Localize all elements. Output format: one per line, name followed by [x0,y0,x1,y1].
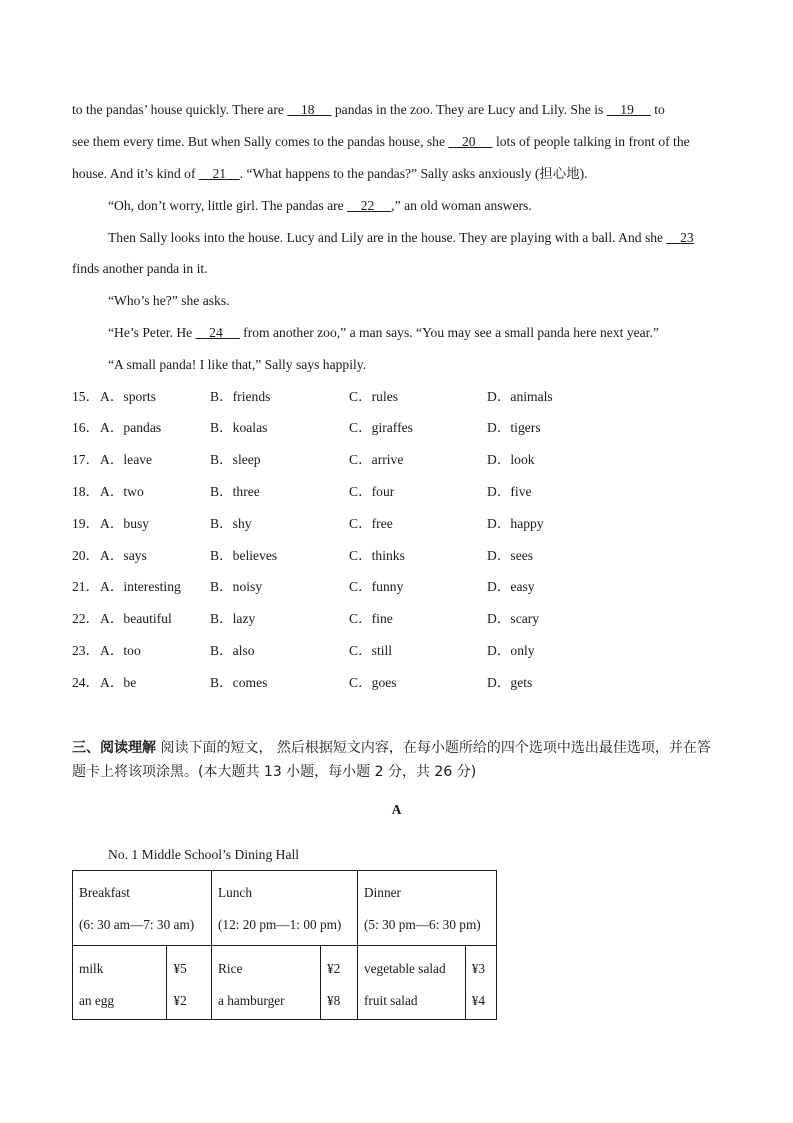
passage-text: ). [579,166,588,181]
option-c[interactable]: C．fine [349,611,393,626]
price: ¥4 [471,993,486,1008]
option-d[interactable]: D．tigers [487,420,541,435]
menu-item: vegetable salad [364,961,446,976]
question-number: 24． [72,675,100,690]
option-a[interactable]: A．beautiful [100,611,172,626]
option-b[interactable]: B．noisy [210,579,263,594]
option-a[interactable]: A．two [100,484,144,499]
question-row [72,388,672,406]
question-row [72,451,672,469]
question-number: 20． [72,548,100,563]
option-b[interactable]: B．sleep [210,452,261,467]
option-b[interactable]: B．comes [210,675,268,690]
question-number: 17． [72,452,100,467]
breakfast-prices [167,946,212,1020]
meal-name: Dinner [364,885,401,900]
blank-19: 19 [606,102,651,117]
lunch-items [212,946,321,1020]
option-c[interactable]: C．four [349,484,395,499]
menu-item: a hamburger [218,993,285,1008]
question-row [72,674,672,692]
option-a[interactable]: A．be [100,675,137,690]
instruction-text: 题卡上将该项涂黑。(本大题共 13 小题，每小题 2 分，共 26 分) [72,764,477,780]
option-d[interactable]: D．gets [487,675,533,690]
question-row [72,547,672,565]
option-b[interactable]: B．believes [210,548,278,563]
question-number: 23． [72,643,100,658]
option-a[interactable]: A．leave [100,452,153,467]
passage-line [72,133,690,151]
option-a[interactable]: A．interesting [100,579,181,594]
option-c[interactable]: C．rules [349,389,399,404]
passage-text: “A small panda! I like that,” Sally says happily. [108,357,367,372]
question-number: 19． [72,516,100,531]
section-instruction [72,739,711,757]
passage-text: . “What happens to the pandas?” Sally asks anxiously ( [239,166,540,181]
passage-text: from another zoo,” a man says. “You may see a small panda here next year.” [239,325,659,340]
meal-time: (6: 30 am—7: 30 am) [79,917,195,932]
lunch-prices [321,946,358,1020]
option-c[interactable]: C．thinks [349,548,405,563]
question-number: 16． [72,420,100,435]
table-row [73,946,497,1020]
passage-text: “He’s Peter. He [108,325,196,340]
instruction-text: 阅读下面的短文， 然后根据短文内容，在每小题所给的四个选项中选出最佳选项，并在答 [160,740,711,756]
blank-21: 21 [198,166,240,181]
question-number: 18． [72,484,100,499]
passage-text: to the pandas’ house quickly. There are [72,102,288,117]
question-row [72,642,672,660]
option-a[interactable]: A．says [100,548,147,563]
passage-text: “Oh, don’t worry, little girl. The pandas are [108,198,348,213]
option-c[interactable]: C．giraffes [349,420,413,435]
passage-line [108,197,532,215]
question-number: 21． [72,579,100,594]
passage-text: “Who’s he?” she asks. [108,293,230,308]
dinner-prices [465,946,496,1020]
question-row [72,610,672,628]
price: ¥8 [327,993,341,1008]
question-row [72,578,672,596]
option-a[interactable]: A．too [100,643,141,658]
meal-name: Breakfast [79,885,130,900]
price: ¥2 [327,961,341,976]
lunch-header [212,871,358,946]
table-header-row [73,871,497,946]
section-title: 三、阅读理解 [72,740,156,756]
menu-item: an egg [79,993,115,1008]
passage-text: lots of people talking in front of the [492,134,690,149]
option-b[interactable]: B．three [210,484,260,499]
part-label: A [391,802,402,817]
option-c[interactable]: C．funny [349,579,404,594]
blank-20: 20 [448,134,493,149]
option-d[interactable]: D．animals [487,389,553,404]
passage-line [72,260,208,278]
dining-hall-table [72,870,497,1020]
passage-line [72,165,588,184]
option-c[interactable]: C．free [349,516,393,531]
option-a[interactable]: A．sports [100,389,156,404]
option-d[interactable]: D．sees [487,548,534,563]
table-caption: No. 1 Middle School’s Dining Hall [108,847,300,862]
passage-text: house. And it’s kind of [72,166,199,181]
passage-text: to [650,102,665,117]
option-c[interactable]: C．goes [349,675,397,690]
meal-name: Lunch [218,885,252,900]
question-row [72,515,672,533]
blank-23: 23 [666,230,694,245]
question-row [72,483,672,501]
blank-18: 18 [287,102,332,117]
passage-line [108,356,366,374]
menu-item: fruit salad [364,993,418,1008]
meal-time: (5: 30 pm—6: 30 pm) [364,917,481,932]
passage-line [72,101,665,119]
section-instruction [72,763,476,781]
menu-item: Rice [218,961,243,976]
question-number: 22． [72,611,100,626]
breakfast-items [73,946,167,1020]
option-a[interactable]: A．pandas [100,420,162,435]
option-b[interactable]: B．lazy [210,611,256,626]
option-a[interactable]: A．busy [100,516,150,531]
blank-24: 24 [195,325,240,340]
passage-text: pandas in the zoo. They are Lucy and Lily. She is [331,102,607,117]
question-number: 15． [72,389,100,404]
dinner-header [358,871,497,946]
blank-22: 22 [347,198,392,213]
passage-line [108,292,230,310]
breakfast-header [73,871,212,946]
question-row [72,419,672,437]
passage-line [108,229,694,247]
passage-gloss: 担心地 [539,167,580,182]
option-d[interactable]: D．happy [487,516,544,531]
option-b[interactable]: B．koalas [210,420,268,435]
option-d[interactable]: D．easy [487,579,535,594]
option-c[interactable]: C．arrive [349,452,404,467]
price: ¥3 [471,961,486,976]
passage-text: ,” an old woman answers. [391,198,532,213]
passage-line [108,324,659,342]
option-d[interactable]: D．five [487,484,532,499]
passage-text: Then Sally looks into the house. Lucy and Lily are in the house. They are playing with a ball. And she [108,230,667,245]
option-d[interactable]: D．only [487,643,535,658]
price: ¥5 [173,961,187,976]
meal-time: (12: 20 pm—1: 00 pm) [218,917,342,932]
option-b[interactable]: B．also [210,643,255,658]
menu-item: milk [79,961,104,976]
option-d[interactable]: D．scary [487,611,540,626]
price: ¥2 [173,993,187,1008]
option-c[interactable]: C．still [349,643,393,658]
option-b[interactable]: B．shy [210,516,252,531]
passage-text: finds another panda in it. [72,261,208,276]
passage-text: see them every time. But when Sally comes to the pandas house, she [72,134,449,149]
option-b[interactable]: B．friends [210,389,271,404]
dinner-items [358,946,466,1020]
option-d[interactable]: D．look [487,452,535,467]
